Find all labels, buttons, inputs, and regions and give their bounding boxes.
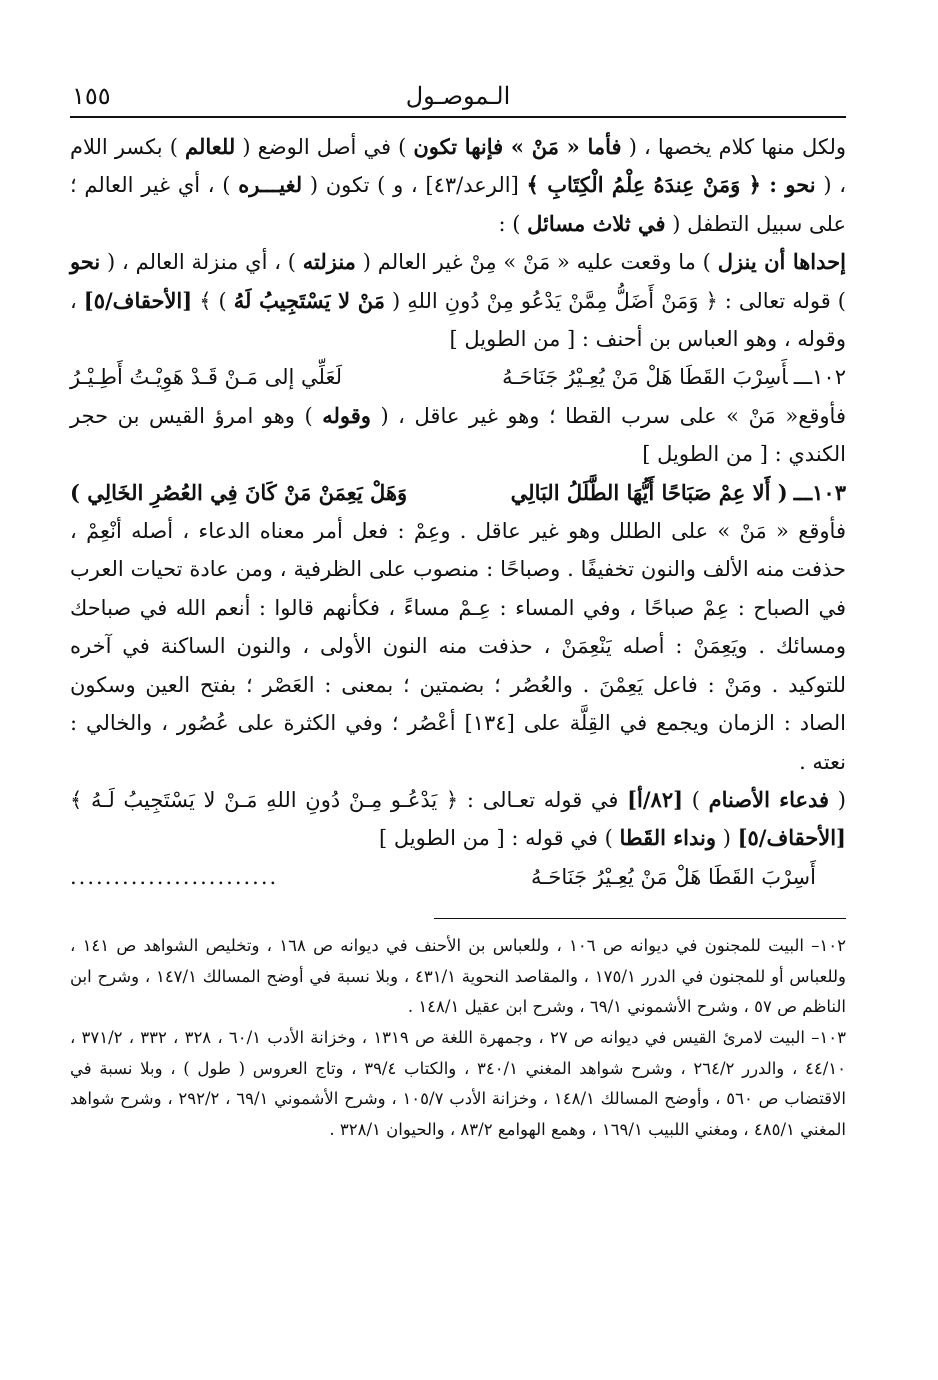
verse-number: ١٠٢ـــ <box>793 365 846 390</box>
text-run-bold: فدعاء الأصنام <box>708 786 830 812</box>
text-run: ) ، أي غير العالم ؛ على سبيل التطفل ( <box>70 173 846 236</box>
quran-quote: نحو : ﴿ وَمَنْ عِندَهُ عِلْمُ الْكِتَابِ ﴾ <box>526 172 816 198</box>
text-run: ولكل منها كلام يخصها ، ( <box>628 135 846 159</box>
paragraph-intro <box>70 128 846 243</box>
text-run: ( <box>837 787 846 812</box>
running-header <box>70 78 846 118</box>
verse-second-hemistich: وَهَلْ يَعِمَنْ مَنْ كَانَ فِي العُصُرِ الخَالِي ) <box>70 479 408 505</box>
main-text <box>70 128 846 896</box>
footnote-separator <box>434 918 846 919</box>
verse-102 <box>70 358 846 396</box>
manuscript-marker: [٨٢/أ] <box>627 786 684 812</box>
text-run-bold: نحو <box>70 249 101 275</box>
text-run: ) في قوله : [ من الطويل ] <box>379 826 613 851</box>
text-run-bold: ونداء القَطا <box>619 825 716 851</box>
text-run: ) في أصل الوضع ( <box>242 135 407 159</box>
quran-quote: في قوله تعـالى : ﴿ يَدْعُـو مِـنْ دُونِ اللهِ مَـنْ لا يَسْتَجِيبُ لَـهُ ﴾ <box>70 787 619 812</box>
footnote-103: ١٠٣– البيت لامرئ القيس في ديوانه ص ٢٧ ، وجمهرة اللغة ص ١٣١٩ ، وخزانة الأدب ٦٠/١ ، ٣٢٨ ، ٣٣٢ ، ٣٧١/٢ ، ٤٤/١٠ ، والدرر ٢٦٤/٢ ، وشرح شواهد المغني ٣٤٠/١ ، والكتاب ٣٩/٤ ، وتاج العروس ( طول ) ، وبلا نسبة في الاقتضاب ص ٥٦٠ ، وأوضح المسالك ١٤٨/١ ، وخزانة الأدب ١٠٥/٧ ، وشرح الأشموني ٦٩/١ ، ٢٩٢/٢ ، وشرح شواهد المغني ٤٨٥/١ ، ومغني اللبيب ١٦٩/١ ، وهمع الهوامع ٨٣/٢ ، والحيوان ٣٢٨/١ . <box>70 1027 846 1139</box>
text-run-bold: لغيـــره <box>238 172 303 198</box>
text-run: ) <box>691 787 700 812</box>
verse-first-hemistich <box>511 474 846 512</box>
text-run-bold: مَنْ لا يَسْتَجِيبُ لَهُ <box>233 287 386 313</box>
text-run: ) بكسر اللام ، ( <box>70 135 847 198</box>
verse-second-hemistich: لَعَلِّي إلى مَـنْ قَـدْ هَوِيْـتُ أَطِـيْـرُ <box>70 365 343 390</box>
verse-first-hemistich: أَسِرْبَ القَطَا هَلْ مَنْ يُعِـيْرُ جَنَاحَـهُ <box>530 864 816 889</box>
text-run: ) ﴾ <box>199 288 227 313</box>
text-run-bold: للعالم <box>184 134 236 159</box>
text-run: ) وهو امرؤ القيس بن حجر الكندي : [ من الطويل ] <box>70 403 846 467</box>
text-run: ) ما وقعت عليه « مَنْ » مِنْ غير العالم ( <box>362 250 711 275</box>
citation: [الأحقاف/٥] <box>737 825 846 851</box>
verse-repeat <box>70 858 846 896</box>
paragraph-idols <box>70 781 846 858</box>
text-run: [الرعد/٤٣] ، و ) تكون ( <box>309 173 519 198</box>
text-run: فأوقع« مَنْ » على سرب القطا ؛ وهو غير عاقل ، ( <box>380 403 846 428</box>
text-run: ، وقوله ، وهو العباس بن أحنف : [ من الطويل ] <box>70 288 846 352</box>
hemistich-text: أَسِرْبَ القَطَا هَلْ مَنْ يُعِـيْرُ جَنَاحَـهُ <box>502 365 788 390</box>
ellipsis-dots: ........................ <box>70 864 279 889</box>
footnote-102: ١٠٢– البيت للمجنون في ديوانه ص ١٠٦ ، وللعباس بن الأحنف في ديوانه ص ١٦٨ ، وتخليص الشواهد ص ١٤١ ، وللعباس أو للمجنون في الدرر ١٧٥/١ ، والمقاصد النحوية ٤٣١/١ ، وبلا نسبة في أوضح المسالك ١٤٧/١ ، وشرح ابن الناظم ص ٥٧ ، وشرح الأشموني ٦٩/١ ، وشرح ابن عقيل ١٤٨/١ . <box>70 936 846 1017</box>
footnotes <box>70 931 846 1145</box>
chapter-title: الـموصـول <box>405 82 511 110</box>
verse-number: ١٠٣ـــ <box>793 479 846 505</box>
text-run-bold: في ثلاث مسائل <box>527 210 666 236</box>
text-run-bold: منزلته <box>302 249 356 275</box>
page-number: ١٥٥ <box>72 82 111 110</box>
book-page <box>70 78 846 1145</box>
text-run-bold: وقوله <box>322 402 371 428</box>
text-run: ( <box>722 826 731 851</box>
text-run: ) : <box>498 211 521 236</box>
quran-quote: ) قوله تعالى : ﴿ وَمَنْ أَضَلُّ مِمَّنْ يَدْعُو مِنْ دُونِ اللهِ ( <box>392 288 846 313</box>
text-run: ) ، أي منزلة العالم ، ( <box>107 250 296 275</box>
paragraph-commentary-102 <box>70 397 846 474</box>
text-run-bold: إحداها أن ينزل <box>717 249 846 275</box>
text-run-bold: فأما « مَنْ » فإنها تكون <box>413 134 622 159</box>
paragraph-first-case <box>70 243 846 358</box>
citation: [الأحقاف/٥] <box>83 287 193 313</box>
verse-first-hemistich <box>502 358 846 396</box>
hemistich-text: ( أَلا عِمْ صَبَاحًا أَيُّهَا الطَّلَلُ البَالِي <box>510 479 788 505</box>
verse-103 <box>70 474 846 512</box>
paragraph-commentary-103: فأوقع « مَنْ » على الطلل وهو غير عاقل . وعِمْ : فعل أمر معناه الدعاء ، أصله أنْعِمْ ، حذفت منه الألف والنون تخفيفًا . وصباحًا : منصوب على الظرفية ، ومن عادة تحيات العرب في الصباح : عِمْ صباحًا ، وفي المساء : عِـمْ مساءً ، فكأنهم قالوا : أنعم الله في صباحك ومسائك . ويَعِمَنْ : أصله يَنْعِمَنْ ، حذفت منه النون الأولى ، والنون الساكنة في آخره للتوكيد . ومَنْ : فاعل يَعِمْنَ . والعُصُر ؛ بضمتين ؛ بمعنى : العَصْر ؛ بفتح العين وسكون الصاد : الزمان ويجمع في القِلَّة على [١٣٤] أعْصُر ؛ وفي الكثرة على عُصُور ، والخالي : نعته . <box>70 519 846 774</box>
